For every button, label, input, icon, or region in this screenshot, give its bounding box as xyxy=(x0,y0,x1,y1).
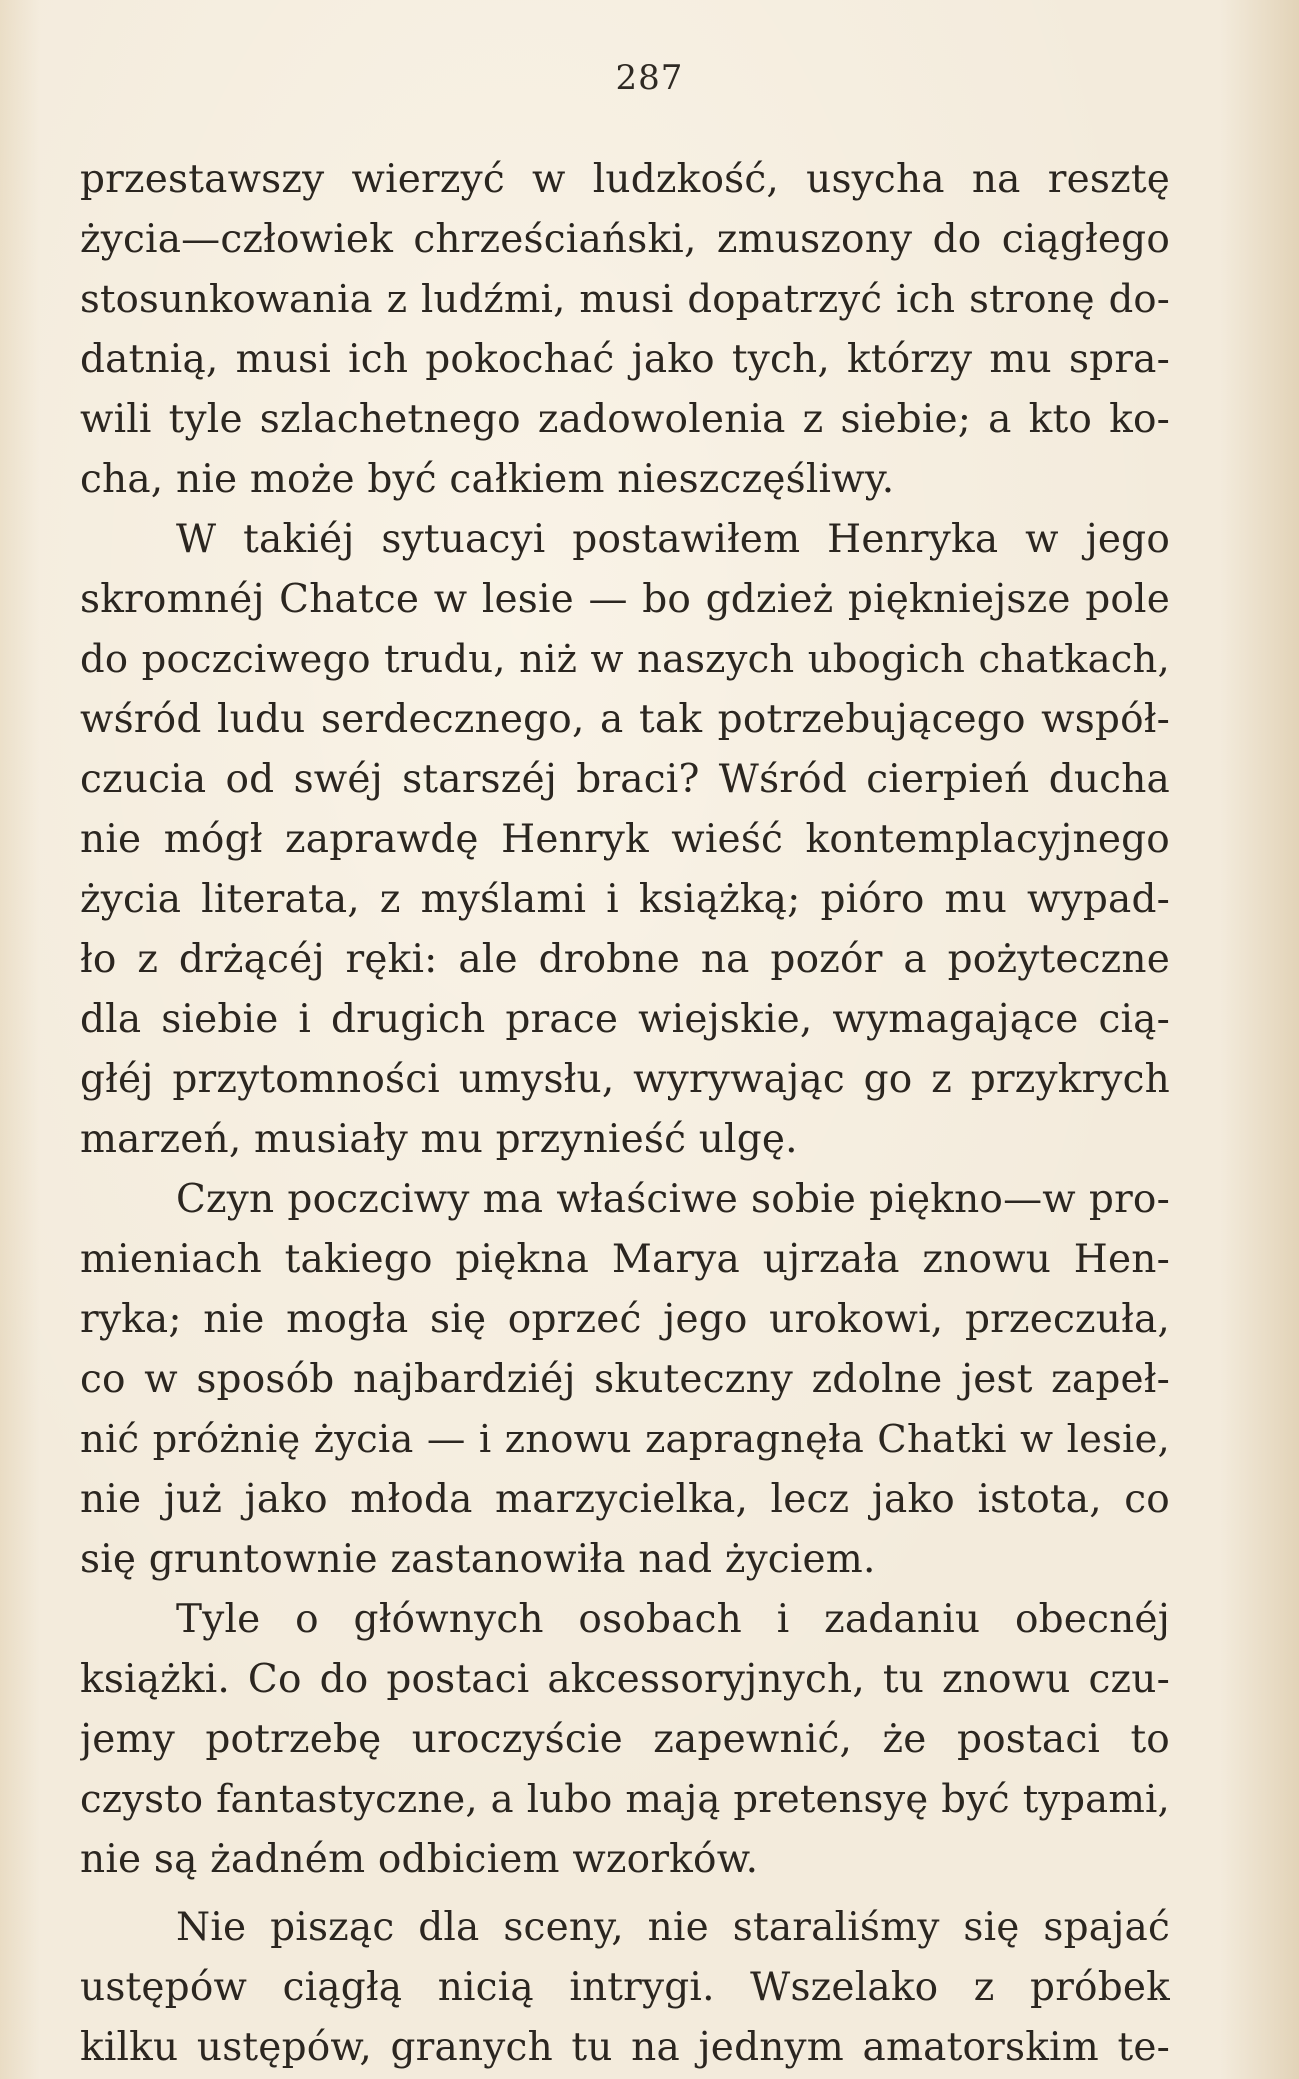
text-line: Nie pisząc dla sceny, nie staraliśmy się spajać xyxy=(176,1905,1170,1950)
text-line: Tyle o głównych osobach i zadaniu obecnéj xyxy=(176,1597,1170,1642)
text-line: ustępów ciągłą nicią intrygi. Wszelako z próbek xyxy=(80,1965,1170,2010)
text-line: życia—człowiek chrześciański, zmuszony do ciągłego xyxy=(80,217,1170,262)
text-line: wili tyle szlachetnego zadowolenia z siebie; a kto ko- xyxy=(80,397,1170,442)
text-line: głéj przytomności umysłu, wyrywając go z przykrych xyxy=(80,1057,1170,1102)
text-line: życia literata, z myślami i książką; pióro mu wypad- xyxy=(80,877,1170,922)
text-line: stosunkowania z ludźmi, musi dopatrzyć ich stronę do- xyxy=(80,277,1170,322)
text-line: nić próżnię życia — i znowu zapragnęła Chatki w lesie, xyxy=(80,1417,1170,1462)
text-line: co w sposób najbardziéj skuteczny zdolne jest zapeł- xyxy=(80,1357,1170,1402)
body-text xyxy=(80,150,1170,2078)
text-line: ryka; nie mogła się oprzeć jego urokowi, przeczuła, xyxy=(80,1297,1170,1342)
text-line: nie już jako młoda marzycielka, lecz jako istota, co xyxy=(80,1477,1170,1522)
text-line: czysto fantastyczne, a lubo mają pretensyę być typami, xyxy=(80,1777,1170,1822)
text-line: W takiéj sytuacyi postawiłem Henryka w jego xyxy=(176,517,1170,562)
text-line: się gruntownie zastanowiła nad życiem. xyxy=(80,1537,876,1582)
text-line: książki. Co do postaci akcessoryjnych, tu znowu czu- xyxy=(80,1657,1170,1702)
text-line: nie mógł zaprawdę Henryk wieść kontemplacyjnego xyxy=(80,817,1170,862)
text-line: cha, nie może być całkiem nieszczęśliwy. xyxy=(80,457,895,502)
text-line: do poczciwego trudu, niż w naszych ubogich chatkach, xyxy=(80,637,1170,682)
text-line: kilku ustępów, granych tu na jednym amatorskim te- xyxy=(80,2025,1170,2070)
text-line: Czyn poczciwy ma właściwe sobie piękno—w pro- xyxy=(176,1177,1170,1222)
text-line: przestawszy wierzyć w ludzkość, usycha na resztę xyxy=(80,157,1170,202)
page-number: 287 xyxy=(615,58,684,98)
text-line: czucia od swéj starszéj braci? Wśród cierpień ducha xyxy=(80,757,1170,802)
text-line: skromnéj Chatce w lesie — bo gdzież piękniejsze pole xyxy=(80,577,1170,622)
text-line: ło z drżącéj ręki: ale drobne na pozór a pożyteczne xyxy=(80,937,1170,982)
text-line: nie są żadném odbiciem wzorków. xyxy=(80,1837,759,1882)
text-line: marzeń, musiały mu przynieść ulgę. xyxy=(80,1117,798,1162)
text-line: datnią, musi ich pokochać jako tych, którzy mu spra- xyxy=(80,337,1170,382)
text-line: dla siebie i drugich prace wiejskie, wymagające cią- xyxy=(80,997,1170,1042)
text-line: jemy potrzebę uroczyście zapewnić, że postaci to xyxy=(80,1717,1170,1762)
text-line: mieniach takiego piękna Marya ujrzała znowu Hen- xyxy=(80,1237,1170,1282)
text-line: wśród ludu serdecznego, a tak potrzebującego współ- xyxy=(80,697,1170,742)
